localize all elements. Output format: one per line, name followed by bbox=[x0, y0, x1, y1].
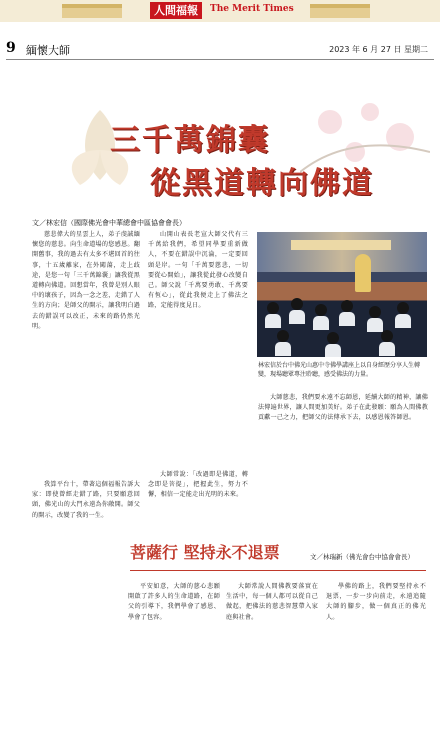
paragraph: 大師常說：「改過即是佛道，轉念即是菩提」，把握此生，努力不懈，相信一定能走出光明的未來。 bbox=[148, 471, 248, 499]
article-column bbox=[32, 480, 140, 560]
paragraph: 慈悲偉大的星雲上人，弟子虔誠緬懷您的慈悲。向生命道場的您感恩。翻開舊事，我的過去有太多不堪回首的往事，十五歲離家，在外闖蕩，走上歧途，是您一句「三千萬錦囊」讓我從黑道轉向佛道。回想當年，我曾是別人眼中的壞孩子，因為一念之差，走錯了人生的方向；是師父的開示，讓我明白過去的錯誤可以改正，未來的路仍然光明。 bbox=[32, 231, 140, 330]
article-column bbox=[148, 230, 248, 462]
subarticle-byline: 文／林瑞新（佛光會台中協會會長） bbox=[310, 553, 414, 561]
audience-body bbox=[339, 312, 355, 326]
audience-head bbox=[369, 306, 381, 318]
article-column bbox=[128, 582, 220, 700]
audience-head bbox=[267, 302, 279, 314]
paragraph: 山開山表長老宣大師父代有三千萬給我們，希望同學要重新做人，不要在錯誤中沉淪，一定要回頭是岸。一句「千萬要慈悲，一切要從心開始」，讓我從此發心改變自己。師父說「千萬要勇敢、千萬要有恆心」，從此我便走上了佛法之路，定能得度見日。 bbox=[148, 231, 248, 310]
audience-head bbox=[315, 304, 327, 316]
audience-body bbox=[275, 342, 291, 356]
section-title: 緬懷大師 bbox=[26, 44, 70, 57]
audience-body bbox=[395, 314, 411, 328]
audience-head bbox=[327, 332, 339, 344]
page-number: 9 bbox=[6, 40, 16, 56]
photo-backdrop bbox=[257, 232, 427, 272]
audience-body bbox=[325, 344, 341, 357]
paragraph: 學佛的路上，我們要堅持永不退票，一步一步向前走，永遠追隨大師的腳步，做一個真正的佛光人。 bbox=[326, 583, 426, 621]
audience-body bbox=[289, 310, 305, 324]
audience-body bbox=[367, 318, 383, 332]
photo-banner bbox=[291, 240, 391, 250]
temple-decoration bbox=[62, 4, 122, 18]
article-byline: 文／林宏信（國際佛光會中華總會中區協會會長） bbox=[32, 219, 186, 227]
newspaper-english-name: The Merit Times bbox=[210, 4, 294, 14]
audience-body bbox=[379, 342, 395, 356]
headline-line-2: 從黑道轉向佛道 bbox=[150, 166, 374, 201]
paragraph: 大師常說人間佛教要落實在生活中，每一個人都可以從自己做起，把佛法的慈悲智慧帶入家庭與社會。 bbox=[226, 583, 318, 621]
article-column bbox=[326, 582, 426, 700]
photo-caption: 林宏信於台中佛光山惠中寺佛學講座上以自身經歷分享人生轉變，現場聽眾專注聆聽，感受佛法的力量。 bbox=[258, 362, 421, 378]
audience-body bbox=[313, 316, 329, 330]
newspaper-logo: 人間福報 bbox=[150, 2, 202, 19]
audience-body bbox=[265, 314, 281, 328]
audience-head bbox=[277, 330, 289, 342]
header-rule bbox=[6, 59, 434, 60]
headline-line-1: 三千萬錦囊 bbox=[110, 123, 270, 158]
subheadline-rule bbox=[130, 570, 426, 571]
audience-head bbox=[341, 300, 353, 312]
lecture-photo bbox=[257, 232, 427, 357]
article-column bbox=[148, 470, 248, 535]
audience-head bbox=[381, 330, 393, 342]
subheadline: 菩薩行 堅持永不退票 bbox=[130, 543, 280, 562]
article-column bbox=[226, 582, 318, 700]
paragraph: 平安如意，大師的慈心悲願開啟了許多人的生命道路，在師父的引導下，我們學會了感恩、學會了包容。 bbox=[128, 583, 220, 621]
article-column bbox=[258, 393, 428, 518]
audience-head bbox=[291, 298, 303, 310]
temple-decoration bbox=[310, 4, 370, 18]
audience-head bbox=[397, 302, 409, 314]
masthead bbox=[0, 0, 440, 22]
speaker-figure bbox=[355, 254, 371, 292]
paragraph: 我算平台十，帶著這個福報告訴大家：即使曾經走錯了路，只要願意回頭，佛光山的大門永遠為你敞開。師父的開示，改變了我的一生。 bbox=[32, 481, 140, 519]
paragraph: 大師慈悲，我們要永遠不忘師恩，延續大師的精神，讓佛法傳遍世界，讓人間更加美好。弟子在此發願：願為人間佛教貢獻一己之力，把師父的法傳承下去，以感恩報答師恩。 bbox=[258, 394, 428, 422]
article-column bbox=[32, 230, 140, 470]
publication-date: 2023 年 6 月 27 日 星期二 bbox=[329, 45, 428, 54]
